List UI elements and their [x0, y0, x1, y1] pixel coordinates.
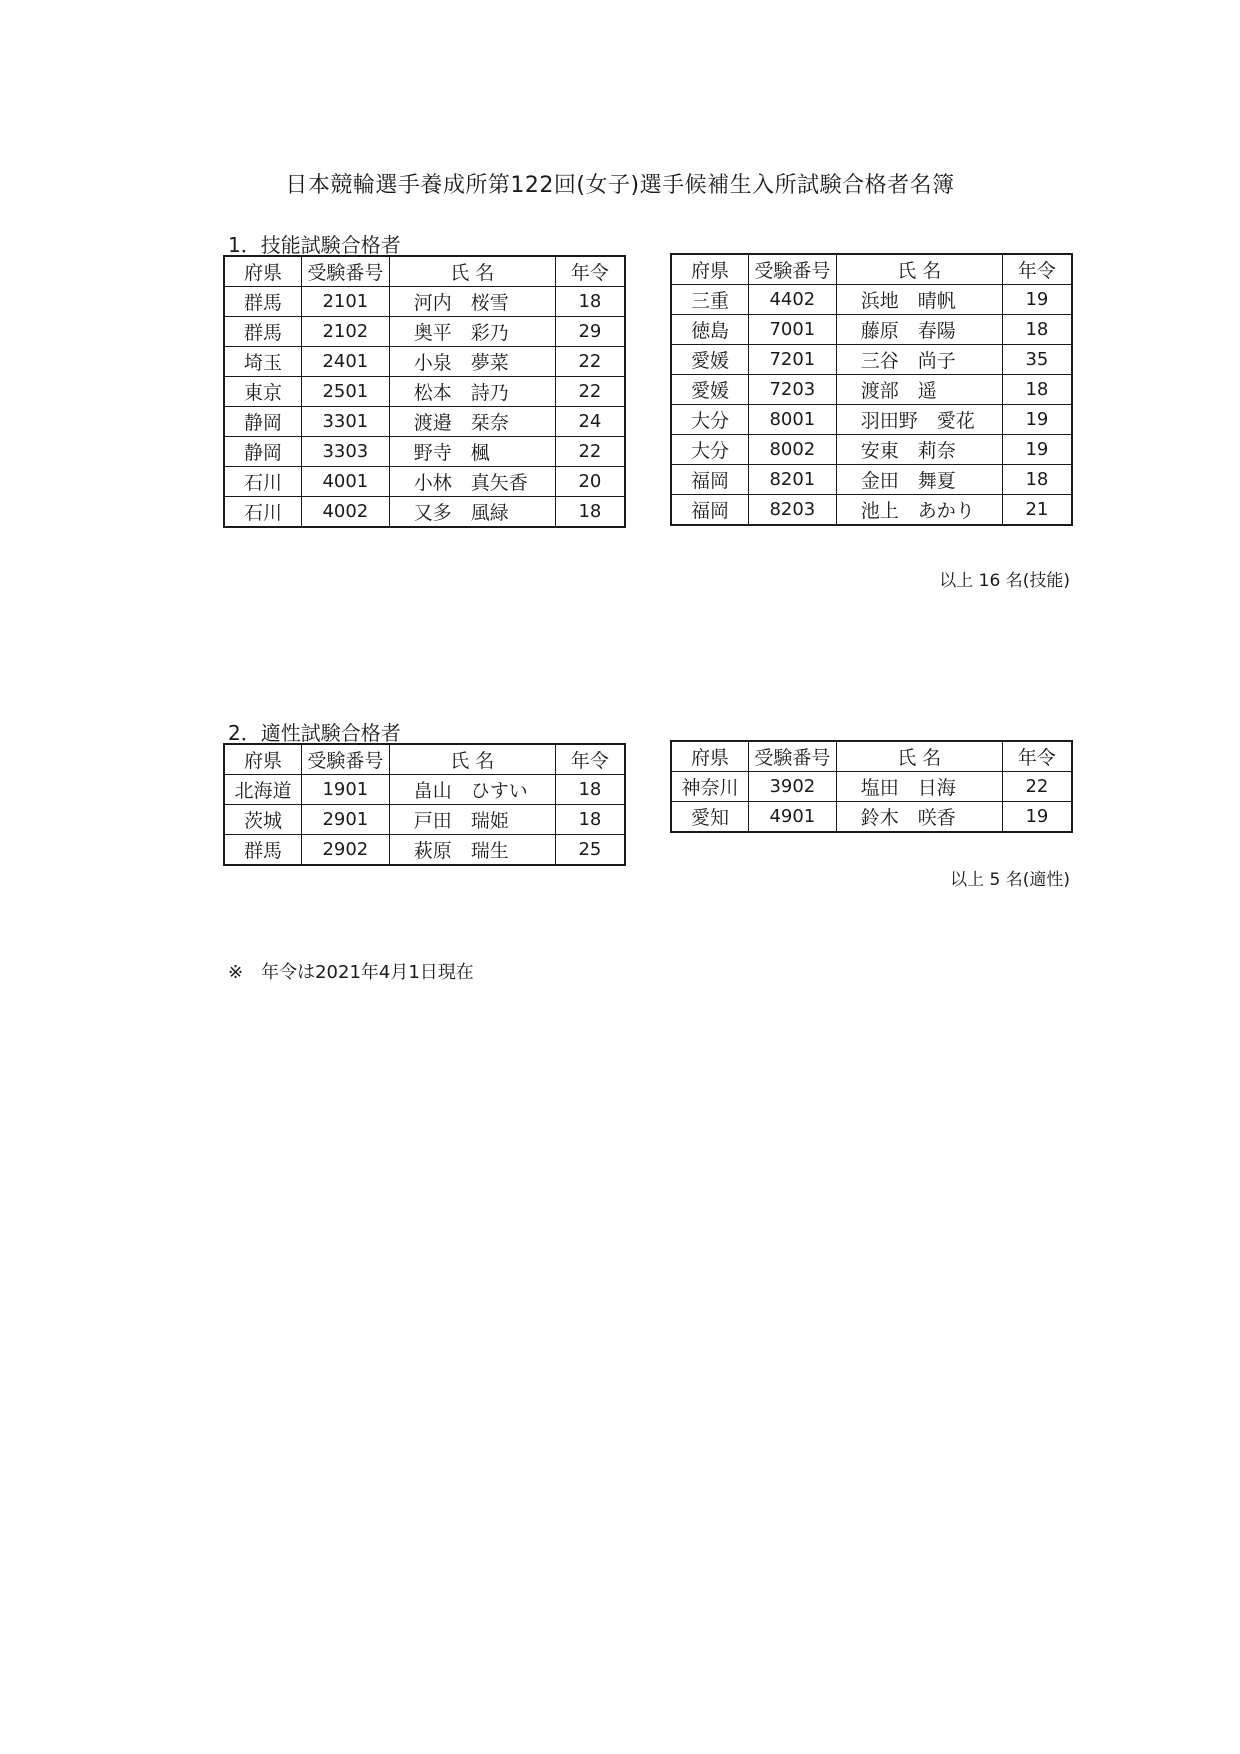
column-header-name: 氏 名: [836, 254, 1002, 285]
number-cell: 4002: [302, 497, 390, 528]
name-cell: 野寺 楓: [389, 437, 555, 467]
column-header-age: 年令: [1002, 741, 1072, 772]
name-cell: 渡部 遥: [836, 375, 1002, 405]
age-cell: 19: [1002, 405, 1072, 435]
table-row: [224, 467, 625, 497]
number-cell: 3301: [302, 407, 390, 437]
age-cell: 19: [1002, 285, 1072, 315]
table-row: [224, 835, 625, 866]
name-cell: 羽田野 愛花: [836, 405, 1002, 435]
age-cell: 35: [1002, 345, 1072, 375]
column-header-name: 氏 名: [389, 256, 555, 287]
pref-cell: 東京: [224, 377, 302, 407]
page-title: 日本競輪選手養成所第122回(女子)選手候補生入所試験合格者名簿: [285, 173, 955, 198]
table-row: [671, 495, 1072, 526]
name-cell: 渡邉 栞奈: [389, 407, 555, 437]
age-cell: 19: [1002, 435, 1072, 465]
number-cell: 8001: [749, 405, 837, 435]
number-cell: 7201: [749, 345, 837, 375]
age-reference-note: ※ 年令は2021年4月1日現在: [228, 962, 474, 983]
age-cell: 18: [555, 805, 625, 835]
pref-cell: 石川: [224, 467, 302, 497]
pref-cell: 愛媛: [671, 375, 749, 405]
pref-cell: 群馬: [224, 835, 302, 866]
column-header-name: 氏 名: [389, 744, 555, 775]
number-cell: 3902: [749, 772, 837, 802]
column-header-age: 年令: [555, 256, 625, 287]
table-header-row: [224, 256, 625, 287]
section-1-table-left: [223, 255, 626, 528]
number-cell: 2101: [302, 287, 390, 317]
age-cell: 18: [1002, 375, 1072, 405]
number-cell: 4001: [302, 467, 390, 497]
pref-cell: 石川: [224, 497, 302, 528]
age-cell: 18: [555, 497, 625, 528]
name-cell: 奥平 彩乃: [389, 317, 555, 347]
number-cell: 2901: [302, 805, 390, 835]
column-header-pref: 府県: [671, 741, 749, 772]
age-cell: 18: [555, 287, 625, 317]
age-cell: 29: [555, 317, 625, 347]
age-cell: 22: [1002, 772, 1072, 802]
table-header-row: [671, 741, 1072, 772]
table-header-row: [671, 254, 1072, 285]
table-row: [671, 465, 1072, 495]
name-cell: 戸田 瑞姫: [389, 805, 555, 835]
name-cell: 畠山 ひすい: [389, 775, 555, 805]
column-header-name: 氏 名: [836, 741, 1002, 772]
pref-cell: 群馬: [224, 317, 302, 347]
pref-cell: 三重: [671, 285, 749, 315]
age-cell: 21: [1002, 495, 1072, 526]
column-header-pref: 府県: [224, 256, 302, 287]
pref-cell: 静岡: [224, 437, 302, 467]
age-cell: 18: [1002, 315, 1072, 345]
table-row: [224, 347, 625, 377]
table-row: [224, 775, 625, 805]
table-row: [224, 497, 625, 528]
column-header-pref: 府県: [671, 254, 749, 285]
pref-cell: 福岡: [671, 495, 749, 526]
name-cell: 小泉 夢菜: [389, 347, 555, 377]
table-row: [671, 375, 1072, 405]
table-row: [224, 287, 625, 317]
pref-cell: 北海道: [224, 775, 302, 805]
table-row: [224, 407, 625, 437]
name-cell: 河内 桜雪: [389, 287, 555, 317]
column-header-pref: 府県: [224, 744, 302, 775]
age-cell: 20: [555, 467, 625, 497]
column-header-age: 年令: [555, 744, 625, 775]
name-cell: 又多 風緑: [389, 497, 555, 528]
pref-cell: 大分: [671, 435, 749, 465]
number-cell: 8201: [749, 465, 837, 495]
table-row: [671, 345, 1072, 375]
pref-cell: 愛知: [671, 802, 749, 833]
table-row: [224, 805, 625, 835]
name-cell: 金田 舞夏: [836, 465, 1002, 495]
column-header-number: 受験番号: [749, 254, 837, 285]
table-row: [224, 377, 625, 407]
name-cell: 池上 あかり: [836, 495, 1002, 526]
section-2-summary: 以上 5 名(適性): [950, 870, 1070, 890]
name-cell: 安東 莉奈: [836, 435, 1002, 465]
number-cell: 3303: [302, 437, 390, 467]
pref-cell: 茨城: [224, 805, 302, 835]
age-cell: 18: [555, 775, 625, 805]
table-row: [671, 435, 1072, 465]
name-cell: 三谷 尚子: [836, 345, 1002, 375]
table-row: [671, 802, 1072, 833]
table-row: [671, 315, 1072, 345]
age-cell: 25: [555, 835, 625, 866]
table-header-row: [224, 744, 625, 775]
number-cell: 8203: [749, 495, 837, 526]
name-cell: 松本 詩乃: [389, 377, 555, 407]
table-row: [671, 285, 1072, 315]
column-header-number: 受験番号: [302, 256, 390, 287]
section-2-heading: 2．適性試験合格者: [228, 721, 401, 745]
age-cell: 22: [555, 377, 625, 407]
pref-cell: 徳島: [671, 315, 749, 345]
name-cell: 鈴木 咲香: [836, 802, 1002, 833]
table-row: [671, 772, 1072, 802]
section-1-table-right: [670, 253, 1073, 526]
name-cell: 塩田 日海: [836, 772, 1002, 802]
section-2-table-left: [223, 743, 626, 866]
name-cell: 萩原 瑞生: [389, 835, 555, 866]
column-header-number: 受験番号: [749, 741, 837, 772]
age-cell: 22: [555, 437, 625, 467]
number-cell: 2501: [302, 377, 390, 407]
age-cell: 19: [1002, 802, 1072, 833]
name-cell: 藤原 春陽: [836, 315, 1002, 345]
age-cell: 18: [1002, 465, 1072, 495]
number-cell: 8002: [749, 435, 837, 465]
pref-cell: 群馬: [224, 287, 302, 317]
number-cell: 4402: [749, 285, 837, 315]
age-cell: 24: [555, 407, 625, 437]
age-cell: 22: [555, 347, 625, 377]
number-cell: 2102: [302, 317, 390, 347]
name-cell: 小林 真矢香: [389, 467, 555, 497]
number-cell: 7203: [749, 375, 837, 405]
section-2-table-right: [670, 740, 1073, 833]
pref-cell: 愛媛: [671, 345, 749, 375]
column-header-number: 受験番号: [302, 744, 390, 775]
number-cell: 7001: [749, 315, 837, 345]
number-cell: 2902: [302, 835, 390, 866]
pref-cell: 静岡: [224, 407, 302, 437]
table-row: [224, 317, 625, 347]
pref-cell: 埼玉: [224, 347, 302, 377]
number-cell: 2401: [302, 347, 390, 377]
section-1-summary: 以上 16 名(技能): [939, 571, 1070, 591]
number-cell: 1901: [302, 775, 390, 805]
name-cell: 浜地 晴帆: [836, 285, 1002, 315]
section-1-heading: 1．技能試験合格者: [228, 233, 401, 257]
number-cell: 4901: [749, 802, 837, 833]
table-row: [671, 405, 1072, 435]
column-header-age: 年令: [1002, 254, 1072, 285]
pref-cell: 福岡: [671, 465, 749, 495]
table-row: [224, 437, 625, 467]
pref-cell: 大分: [671, 405, 749, 435]
pref-cell: 神奈川: [671, 772, 749, 802]
